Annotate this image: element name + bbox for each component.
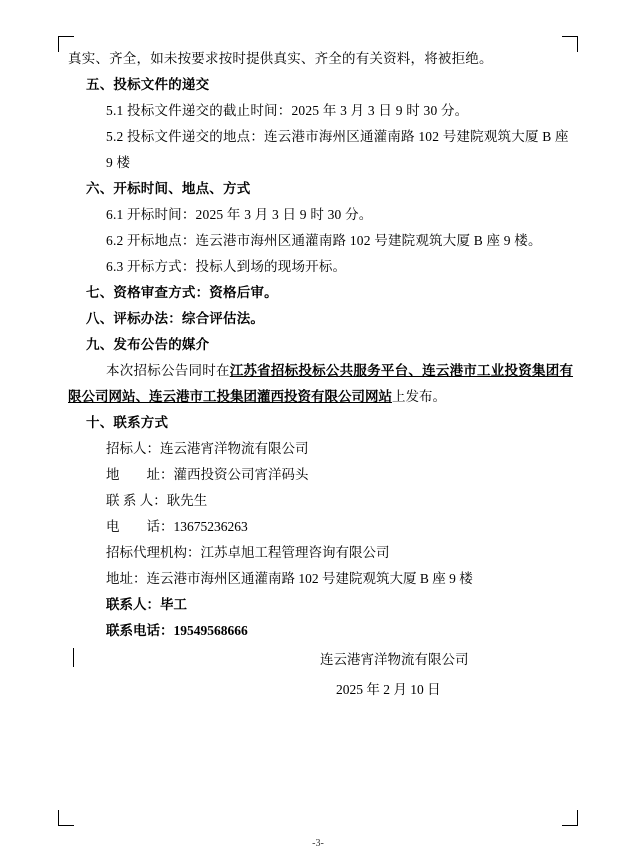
crop-mark-bottom-left-v	[58, 810, 59, 826]
contact-label: 地址：	[106, 571, 147, 586]
section-6-item-1: 6.1 开标时间：2025 年 3 月 3 日 9 时 30 分。	[106, 207, 373, 222]
document-body	[68, 46, 573, 644]
crop-mark-bottom-left-h	[58, 825, 74, 826]
contact-label: 联系人：	[106, 597, 160, 612]
contact-value: 灌西投资公司宵洋码头	[173, 467, 309, 482]
crop-mark-top-left-v	[58, 36, 59, 52]
contact-value: 19549568666	[173, 623, 248, 638]
contact-row	[68, 592, 573, 618]
signature-block	[68, 645, 573, 705]
section-heading-10: 十、联系方式	[86, 415, 169, 430]
media-paragraph-tail: 上发布。	[392, 389, 446, 404]
contact-value: 毕工	[160, 597, 187, 612]
crop-mark-top-right-h	[562, 36, 578, 37]
signature-date: 2025 年 2 月 10 日	[336, 682, 441, 697]
contact-row	[68, 436, 573, 462]
contact-row	[68, 566, 573, 592]
contact-label: 招标代理机构：	[106, 545, 201, 560]
section-heading-9: 九、发布公告的媒介	[86, 337, 210, 352]
crop-mark-bottom-right-h	[562, 825, 578, 826]
contact-row	[68, 540, 573, 566]
page-number: -3-	[312, 838, 324, 849]
section-heading-5: 五、投标文件的递交	[86, 77, 210, 92]
contact-value: 13675236263	[173, 519, 248, 534]
contact-value: 江苏卓旭工程管理咨询有限公司	[200, 545, 390, 560]
section-heading-8: 八、评标办法：综合评估法。	[86, 311, 265, 326]
section-6-item-3: 6.3 开标方式：投标人到场的现场开标。	[106, 259, 347, 274]
signature-company: 连云港宵洋物流有限公司	[320, 652, 469, 667]
contact-row	[68, 462, 573, 488]
contact-value: 连云港市海州区通灌南路 102 号建院观筑大厦 B 座 9 楼	[146, 571, 473, 586]
section-5-item-1: 5.1 投标文件递交的截止时间：2025 年 3 月 3 日 9 时 30 分。	[106, 103, 469, 118]
section-heading-6: 六、开标时间、地点、方式	[86, 181, 251, 196]
section-heading-7: 七、资格审查方式：资格后审。	[86, 285, 278, 300]
section-6-item-2: 6.2 开标地点：连云港市海州区通灌南路 102 号建院观筑大厦 B 座 9 楼。	[106, 233, 542, 248]
contact-label: 招标人：	[106, 441, 160, 456]
crop-mark-top-right-v	[577, 36, 578, 52]
top-paragraph: 真实、齐全，如未按要求按时提供真实、齐全的有关资料，将被拒绝。	[68, 51, 493, 66]
contact-row	[68, 488, 573, 514]
section-5-item-2: 5.2 投标文件递交的地点：连云港市海州区通灌南路 102 号建院观筑大厦 B 座 9 楼	[106, 129, 573, 170]
media-paragraph-lead: 本次招标公告同时在	[106, 363, 230, 378]
contact-label: 联 系 人：	[106, 493, 167, 508]
crop-mark-bottom-right-v	[577, 810, 578, 826]
contact-row	[68, 618, 573, 644]
media-paragraph-platforms: 江苏省招标投标公共服务平台、连云港市工业投资集团有限公司网站、连云港市工投集团灌西投资有限公司网站	[68, 363, 574, 404]
contact-label: 联系电话：	[106, 623, 174, 638]
contact-value: 耿先生	[166, 493, 208, 508]
contact-label: 电 话：	[106, 519, 174, 534]
contact-row	[68, 514, 573, 540]
crop-mark-top-left-h	[58, 36, 74, 37]
contact-value: 连云港宵洋物流有限公司	[160, 441, 309, 456]
contact-label: 地 址：	[106, 467, 174, 482]
media-paragraph	[68, 358, 573, 410]
